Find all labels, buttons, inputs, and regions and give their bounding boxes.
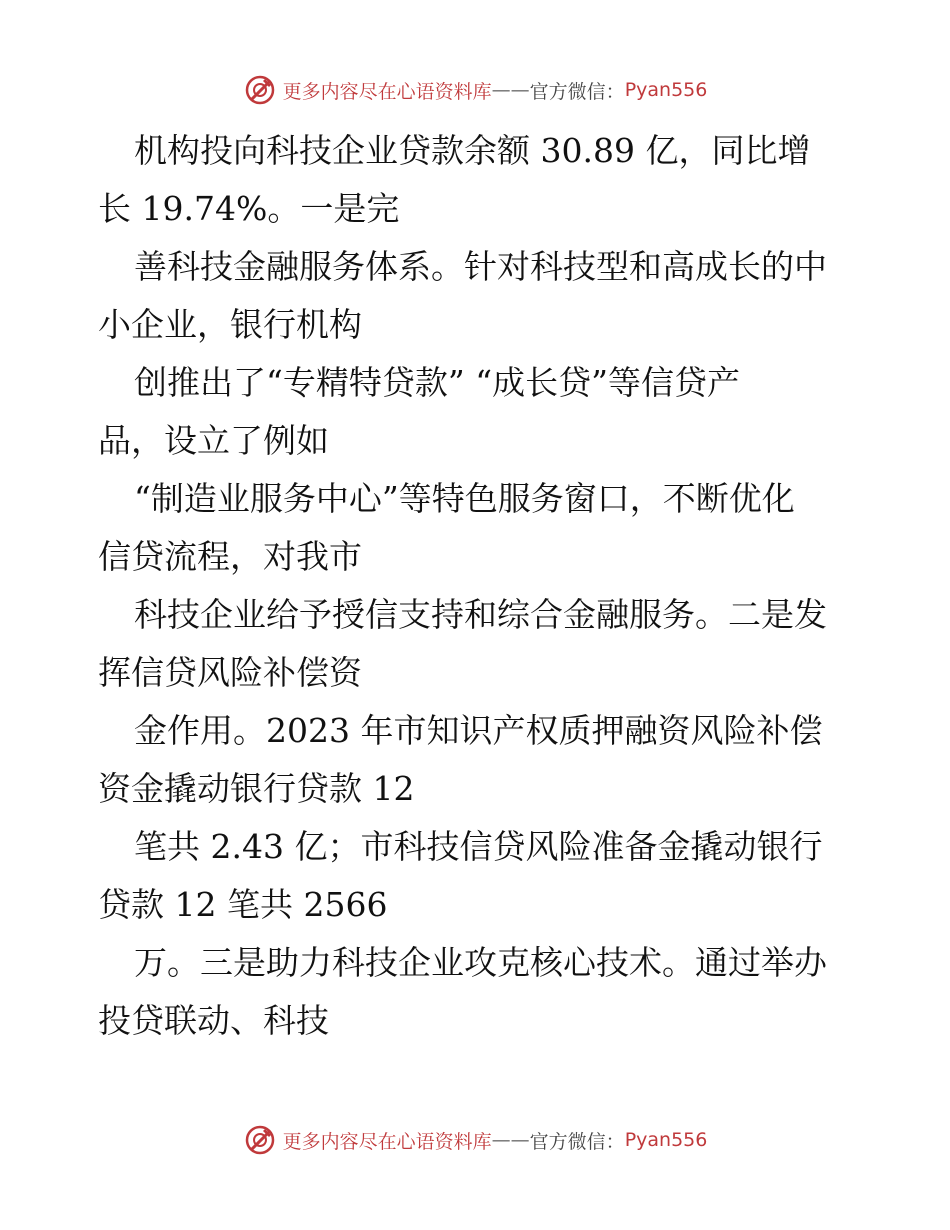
watermark-id: Pyan556 (624, 1129, 708, 1151)
line: 金作用。2023 年市知识产权质押融资风险补偿 (134, 711, 823, 750)
paragraph (98, 818, 858, 934)
paragraph (98, 586, 858, 702)
line: 小企业，银行机构 (98, 305, 362, 344)
line: 贷款 12 笔共 2566 (98, 885, 388, 924)
watermark-label: 官方微信： (529, 80, 625, 103)
watermark-label: 官方微信： (529, 1130, 625, 1153)
paragraph (98, 470, 858, 586)
watermark-dash: —— (491, 1129, 530, 1151)
logo-icon (243, 1123, 277, 1157)
footer-watermark (0, 1120, 950, 1160)
watermark-id: Pyan556 (624, 79, 708, 101)
paragraph (98, 122, 858, 238)
line: 创推出了“专精特贷款” “成长贷”等信贷产 (134, 363, 740, 402)
line: 品，设立了例如 (98, 421, 329, 460)
line: 投贷联动、科技 (98, 1001, 329, 1040)
line: “制造业服务中心”等特色服务窗口，不断优化 (134, 479, 795, 518)
line: 善科技金融服务体系。针对科技型和高成长的中 (134, 247, 827, 286)
paragraph (98, 238, 858, 354)
body-text (98, 122, 858, 1050)
watermark-text: 更多内容尽在心语资料库 (282, 1130, 492, 1153)
line: 信贷流程，对我市 (98, 537, 362, 576)
paragraph (98, 354, 858, 470)
line: 科技企业给予授信支持和综合金融服务。二是发 (134, 595, 827, 634)
header-watermark (0, 70, 950, 110)
watermark-dash: —— (491, 79, 530, 101)
line: 长 19.74%。一是完 (98, 189, 400, 228)
line: 万。三是助力科技企业攻克核心技术。通过举办 (134, 943, 827, 982)
line: 机构投向科技企业贷款余额 30.89 亿，同比增 (134, 131, 811, 170)
line: 笔共 2.43 亿；市科技信贷风险准备金撬动银行 (134, 827, 823, 866)
paragraph (98, 702, 858, 818)
watermark-text: 更多内容尽在心语资料库 (282, 80, 492, 103)
paragraph (98, 934, 858, 1050)
line: 挥信贷风险补偿资 (98, 653, 362, 692)
logo-icon (243, 73, 277, 107)
line: 资金撬动银行贷款 12 (98, 769, 415, 808)
